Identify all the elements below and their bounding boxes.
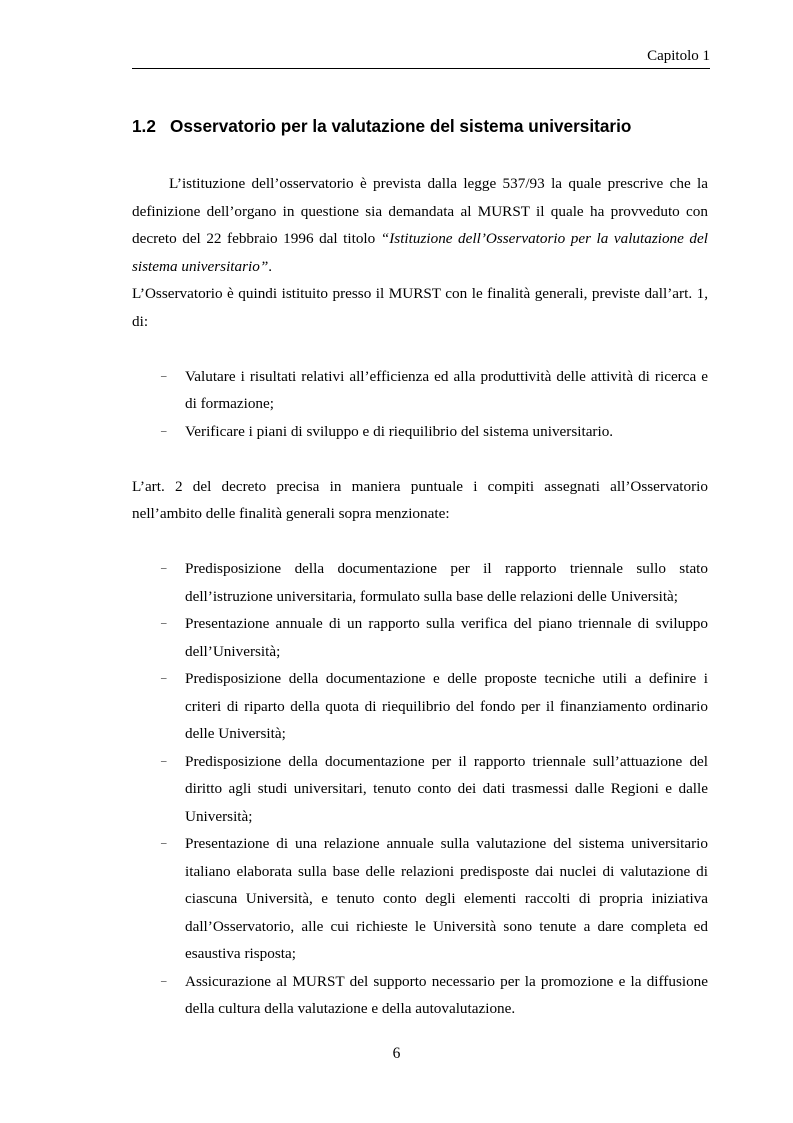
list-item [132, 665, 708, 748]
list-item [132, 968, 708, 1023]
dash-bullet: – [161, 562, 167, 574]
dash-bullet: – [161, 617, 167, 629]
intro-paragraph [132, 170, 708, 280]
intro-text: L’istituzione dell’osservatorio è prevista dalla legge 537/93 la quale prescrive che la definizione dell’organo in questione sia demandata al MURST il quale ha provveduto con decreto del 22 febbraio 1996 dal titolo [132, 175, 708, 247]
intro-period: . [268, 257, 273, 275]
section-title: Osservatorio per la valutazione del sistema universitario [170, 116, 632, 136]
list-item-text: Predisposizione della documentazione per il rapporto triennale sull’attuazione del diritto agli studi universitari, tenuto conto dei dati trasmessi dalle Regioni e dalle Università; [185, 752, 708, 825]
list-item-text: Assicurazione al MURST del supporto necessario per la promozione e la diffusione della cultura della valutazione e della autovalutazione. [185, 972, 708, 1017]
list-item-text: Presentazione annuale di un rapporto sulla verifica del piano triennale di sviluppo dell’Università; [185, 615, 708, 660]
purposes-list [132, 363, 708, 446]
page-header [132, 46, 710, 69]
page-number: 6 [392, 1045, 401, 1062]
list-item [132, 610, 708, 665]
decree-title: “Istituzione dell’Osservatorio per la valutazione del sistema universitario” [132, 230, 708, 275]
list-item [132, 830, 708, 968]
list-item-text: Predisposizione della documentazione e delle proposte tecniche utili a definire i criteri di riparto della quota di riequilibrio del fondo per il finanziamento ordinario delle Università; [185, 670, 708, 742]
purposes-paragraph: L’Osservatorio è quindi istituito presso il MURST con le finalità generali, previste dall’art. 1, di: [132, 285, 708, 330]
dash-bullet: – [161, 672, 167, 684]
page-body [132, 170, 708, 1023]
list-item-text: Valutare i risultati relativi all’efficienza ed alla produttività delle attività di ricerca e di formazione; [185, 367, 708, 412]
list-item [132, 748, 708, 831]
tasks-list [132, 555, 708, 1023]
list-item [132, 418, 708, 446]
chapter-label: Capitolo 1 [647, 48, 710, 64]
dash-bullet: – [161, 837, 167, 849]
list-item-text: Verificare i piani di sviluppo e di riequilibrio del sistema universitario. [185, 422, 614, 440]
dash-bullet: – [161, 424, 167, 437]
section-number: 1.2 [132, 116, 156, 136]
list-item-text: Predisposizione della documentazione per il rapporto triennale sullo stato dell’istruzione universitaria, formulato sulla base delle relazioni delle Università; [185, 560, 708, 605]
section-heading [132, 115, 631, 137]
dash-bullet: – [161, 974, 167, 987]
list-item [132, 555, 708, 610]
art2-paragraph: L’art. 2 del decreto precisa in maniera puntuale i compiti assegnati all’Osservatorio nell’ambito delle finalità generali sopra menzionate: [132, 477, 708, 522]
dash-bullet: – [161, 369, 167, 382]
list-item [132, 363, 708, 418]
list-item-text: Presentazione di una relazione annuale sulla valutazione del sistema universitario italiano elaborata sulla base delle relazioni predisposte dai nuclei di valutazione di ciascuna Università, e tenuto conto degli elementi raccolti di propria iniziativa dall’Osservatorio, alle cui richieste le Università sono tenute a dare completa ed esaustiva risposta; [185, 835, 708, 962]
dash-bullet: – [161, 754, 167, 767]
